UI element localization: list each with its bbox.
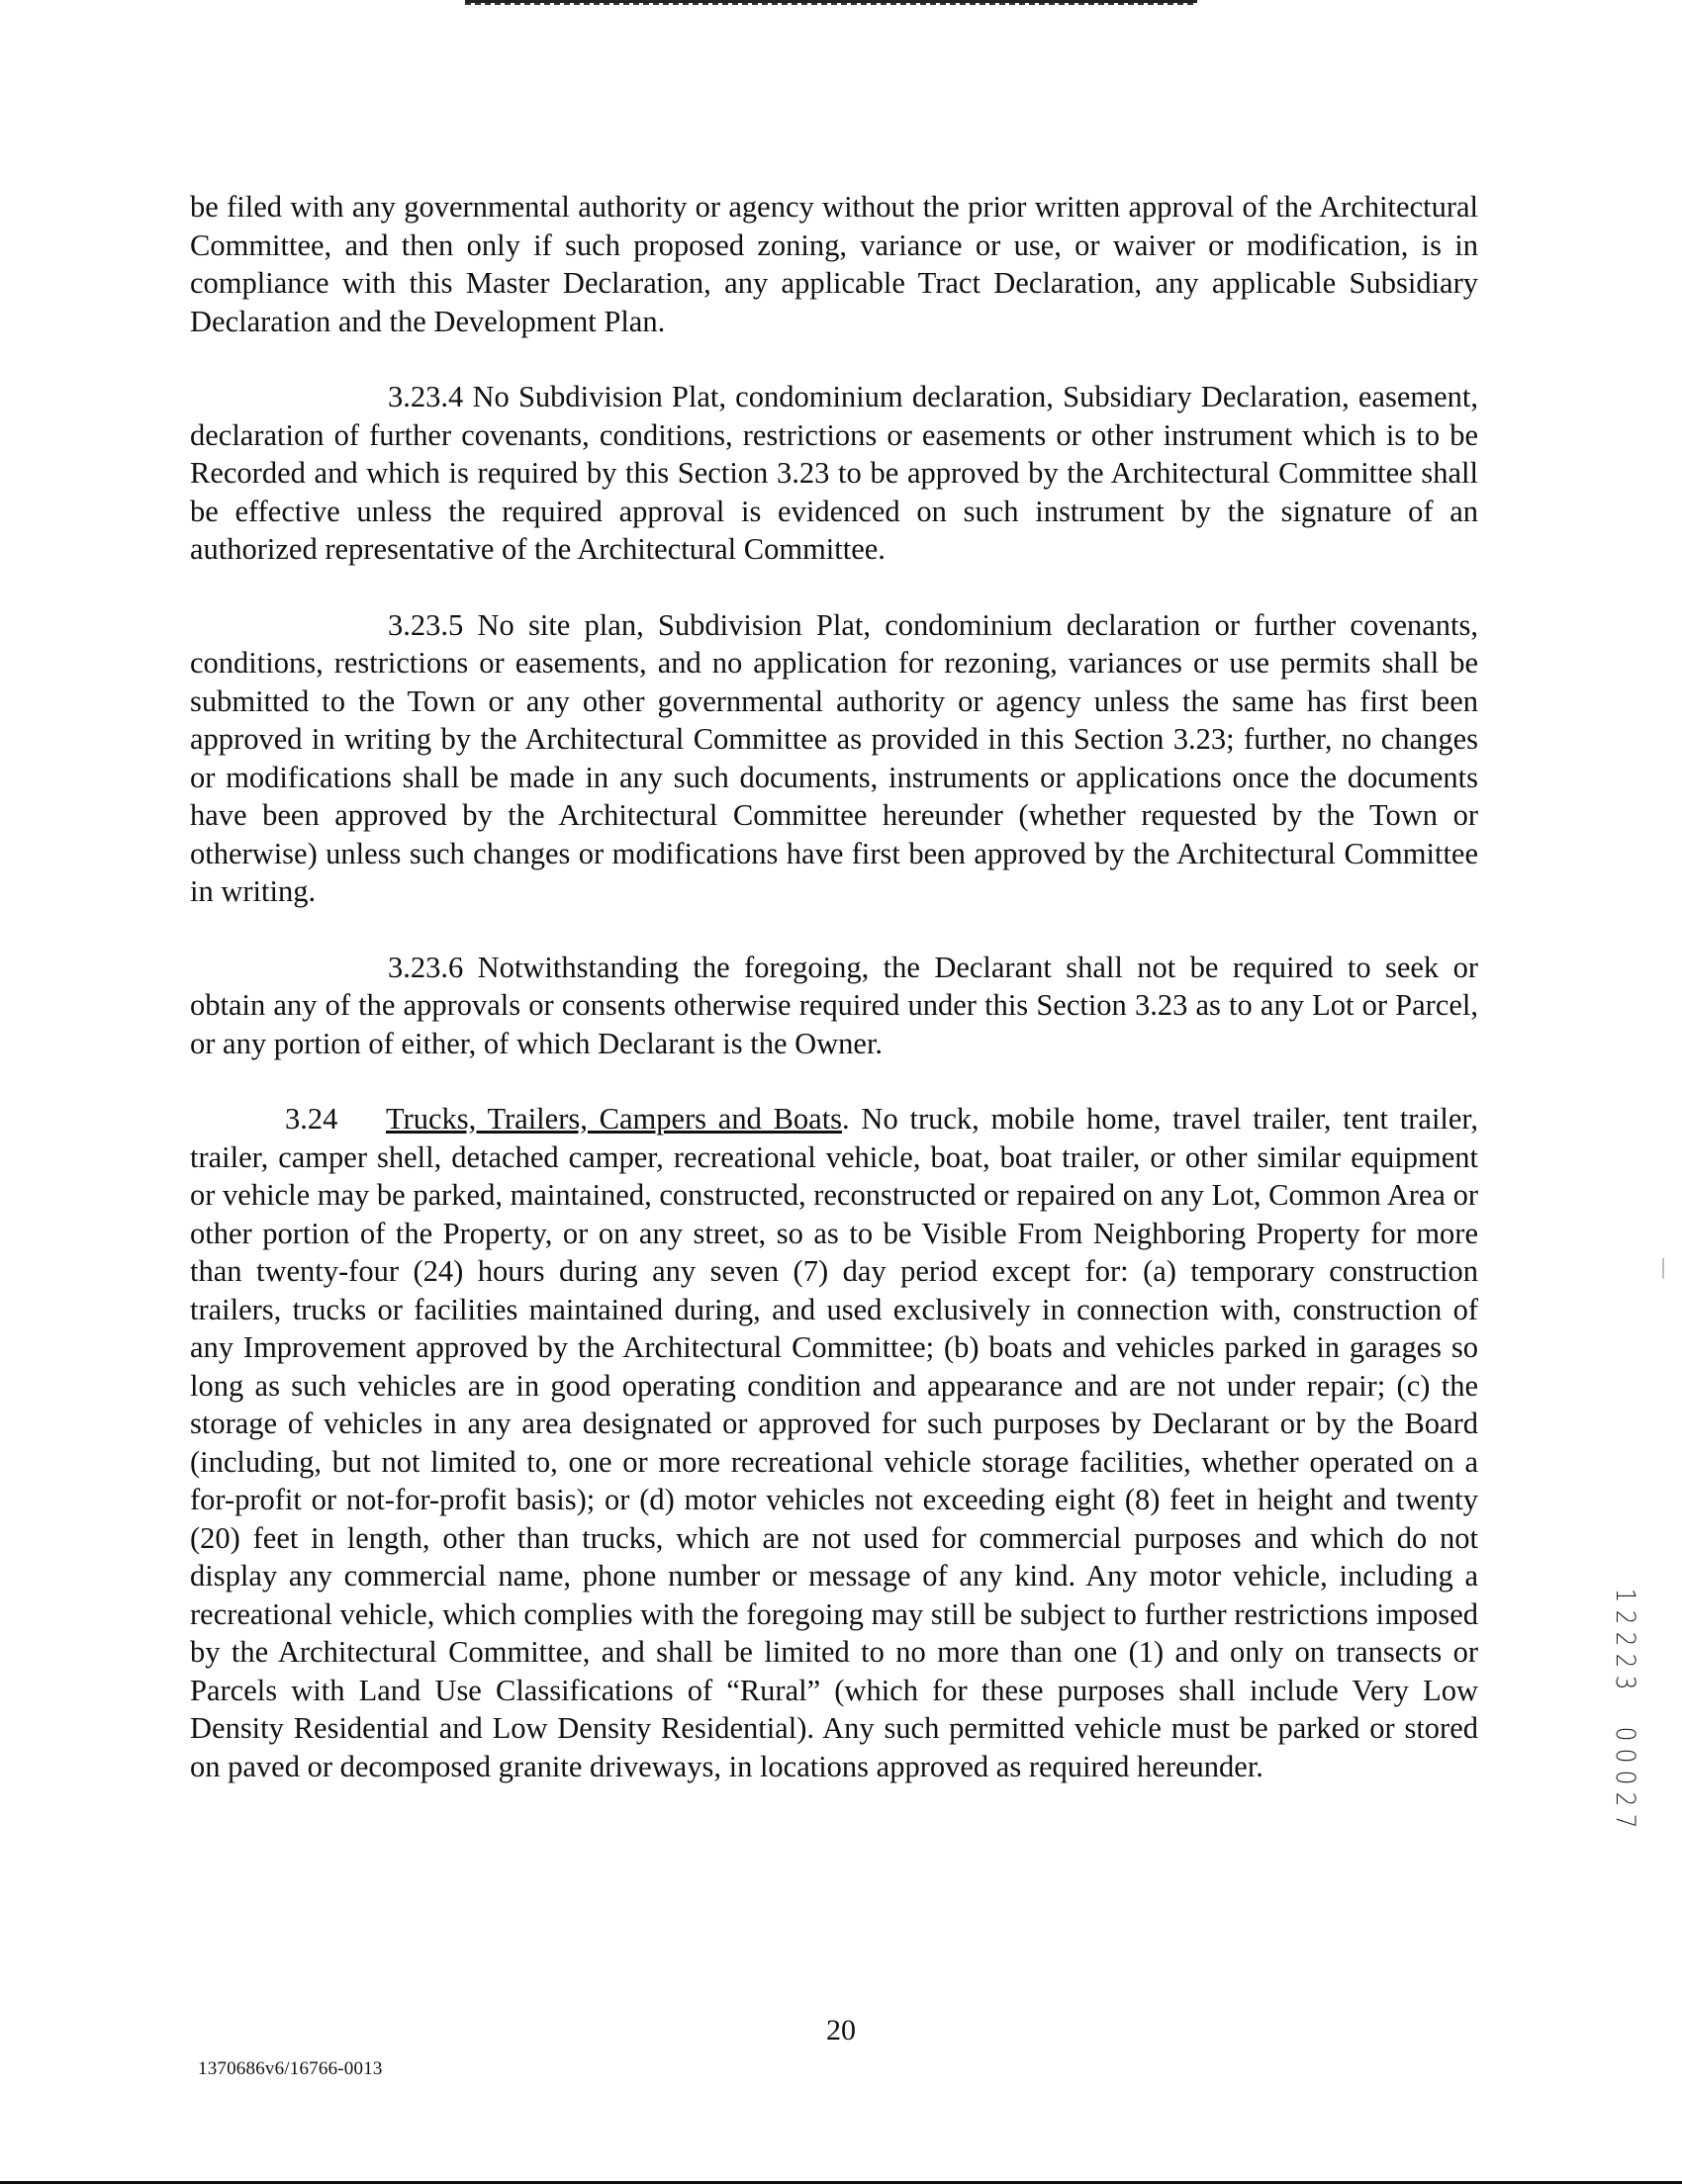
recording-stamp xyxy=(1603,1585,1646,1832)
paragraph-continuation: be filed with any governmental authority or agency without the prior written approval of the Architectural Committee, and then only if such proposed zoning, variance or use, or waiver or modification, is in compliance with this Master Declaration, any applicable Tract Declaration, any applicable Subsidiary Declaration and the Development Plan. xyxy=(190,190,1478,338)
stamp-digit: 0 xyxy=(1610,1770,1640,1785)
paragraph-3-23-4: 3.23.4 No Subdivision Plat, condominium declaration, Subsidiary Declaration, easement, declaration of further covenants, conditions, restrictions or easements or other instrument which is to be Recorded and which is required by this Section 3.23 to be approved by the Architectural Committee shall be effective unless the required approval is evidenced on such instrument by the signature of an authorized representative of the Architectural Committee. xyxy=(190,380,1478,566)
section-title-punct: . xyxy=(842,1102,850,1136)
stamp-digit: 1 xyxy=(1610,1588,1640,1603)
paragraph-3-23-6: 3.23.6 Notwithstanding the foregoing, the Declarant shall not be required to seek or obtain any of the approvals or consents otherwise required under this Section 3.23 as to any Lot or Parcel, or any portion of either, of which Declarant is the Owner. xyxy=(190,950,1478,1060)
stamp-digit: 3 xyxy=(1610,1675,1640,1690)
page-number: 20 xyxy=(826,2014,856,2047)
document-body xyxy=(190,188,1478,1823)
section-number: 3.24 xyxy=(285,1102,338,1136)
paragraph-3-24 xyxy=(190,1100,1478,1785)
section-body: No truck, mobile home, travel trailer, tent trailer, trailer, camper shell, detached camper, recreational vehicle, boat, boat trailer, or other similar equipment or vehicle may be parked, maintained, constructed, reconstructed or repaired on any Lot, Common Area or other portion of the Property, or on any street, so as to be Visible From Neighboring Property for more than twenty-four (24) hours during any seven (7) day period except for: (a) temporary construction trailers, trucks or facilities maintained during, and used exclusively in connection with, construction of any Improvement approved by the Architectural Committee; (b) boats and vehicles parked in garages so long as such vehicles are in good operating condition and appearance and are not under repair; (c) the storage of vehicles in any area designated or approved for such purposes by Declarant or by the Board (including, but not limited to, one or more recreational vehicle storage facilities, whether operated on a for-profit or not-for-profit basis); or (d) motor vehicles not exceeding eight (8) feet in height and twenty (20) feet in length, other than trucks, which are not used for commercial purposes and which do not display any commercial name, phone number or message of any kind. Any motor vehicle, including a recreational vehicle, which complies with the foregoing may still be subject to further restrictions imposed by the Architectural Committee, and shall be limited to no more than one (1) and only on transects or Parcels with Land Use Classifications of “Rural” (which for these purposes shall include Very Low Density Residential and Low Density Residential). Any such permitted vehicle must be parked or stored on paved or decomposed granite driveways, in locations approved as required hereunder. xyxy=(190,1102,1478,1783)
stamp-digit: 2 xyxy=(1610,1791,1640,1807)
stamp-digit: 2 xyxy=(1610,1631,1640,1647)
stamp-digit: 2 xyxy=(1610,1609,1640,1625)
stamp-digit: 2 xyxy=(1610,1653,1640,1669)
paragraph-3-23-5: 3.23.5 No site plan, Subdivision Plat, condominium declaration or further covenants, conditions, restrictions or easements, and no application for rezoning, variances or use permits shall be submitted to the Town or any other governmental authority or agency unless the same has first been approved in writing by the Architectural Committee as provided in this Section 3.23; further, no changes or modifications shall be made in any such documents, instruments or applications once the documents have been approved by the Architectural Committee hereunder (whether requested by the Town or otherwise) unless such changes or modifications have first been approved by the Architectural Committee in writing. xyxy=(190,607,1478,908)
top-edge-ticks xyxy=(465,3,1197,5)
stamp-digit: 0 xyxy=(1610,1726,1640,1742)
stamp-digit: 7 xyxy=(1610,1813,1640,1829)
document-id: 1370686v6/16766-0013 xyxy=(198,2058,383,2079)
right-scan-edge xyxy=(1662,148,1664,2166)
stamp-digit: 0 xyxy=(1610,1748,1640,1764)
section-title: Trucks, Trailers, Campers and Boats xyxy=(386,1102,843,1136)
